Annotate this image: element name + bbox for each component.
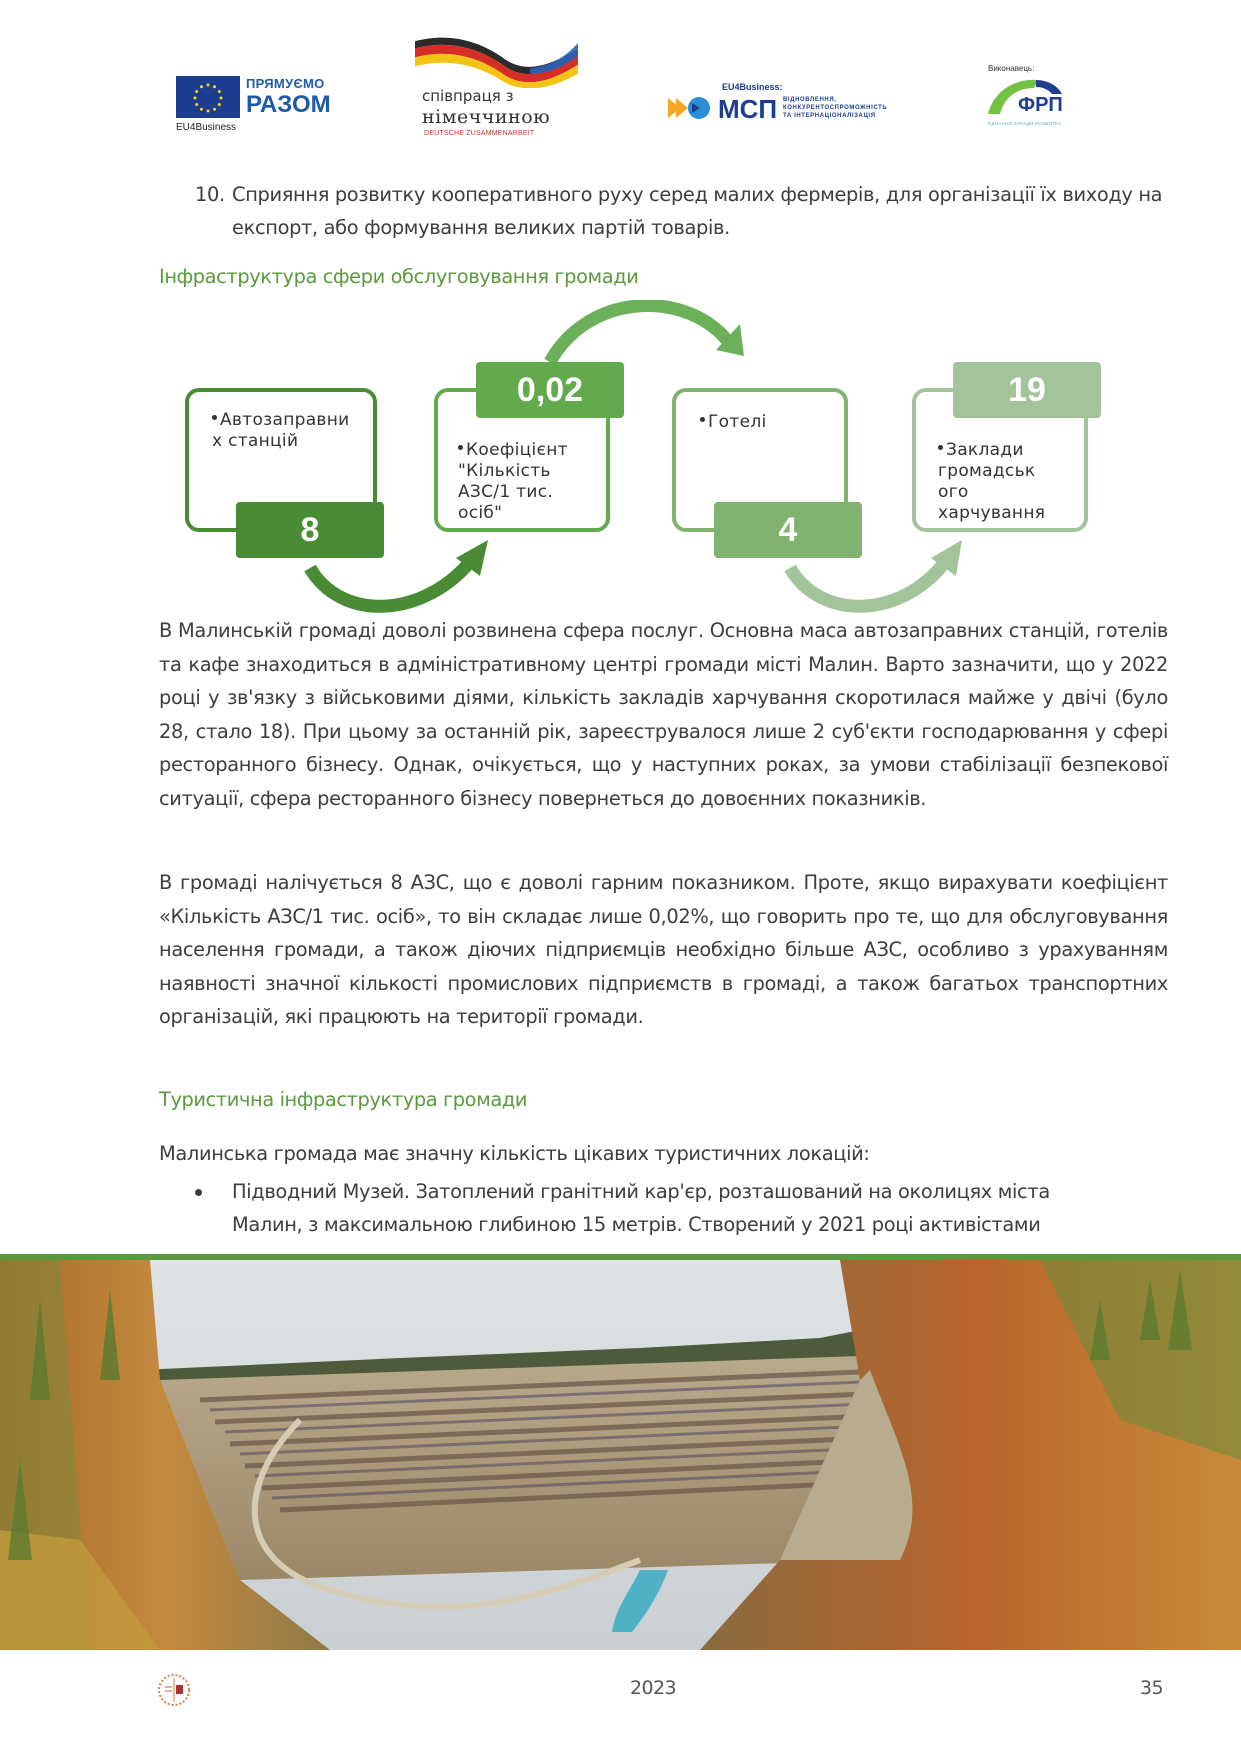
list-item [195,1175,1170,1241]
bullet-icon [212,415,217,420]
label-text: Коефіцієнт "Кількість АЗС/1 тис. осіб" [458,440,568,523]
german-logo-line2: німеччиною [422,106,551,128]
eu4business-logo [176,76,346,136]
list-item-text: Сприяння розвитку кооперативного руху серед малих фермерів, для організації їх виходу на експорт, або формування великих партій товарів. [232,183,1163,239]
msp-sub-line2: КОНКУРЕНТОСПРОМОЖНІСТЬ [783,105,888,111]
paragraph-gas-stations: В громаді налічується 8 АЗС, що є доволі гарним показником. Проте, якщо вирахувати коефіцієнт «Кількість АЗС/1 тис. осіб», то він складає лише 0,02%, що говорить про те, що для обслуговування населення громади, а також діючих підприємців необхідно більше АЗС, особливо з урахуванням наявності значної кількості промислових підприємств в громаді, а також багатьох транспортних організацій, які працюють на території громади. [159,871,1168,1029]
list-number: 10. [195,183,225,206]
german-logo-caption: DEUTSCHE ZUSAMMENARBEIT [424,130,535,137]
diagram-label-coefficient [458,440,588,524]
diagram-label-hotels [700,412,820,433]
bullet-icon [458,445,463,450]
community-emblem-icon [156,1672,192,1708]
quarry-photo [0,1260,1241,1650]
msp-sub-line1: ВІДНОВЛЕННЯ, [783,97,837,103]
label-text: Автозаправни х станцій [212,410,350,451]
msp-logo-title: МСП [718,94,778,124]
msp-sub-line3: ТА ІНТЕРНАЦІОНАЛІЗАЦІЯ [783,113,876,119]
page-number: 35 [1140,1677,1163,1699]
diagram-value-hotels: 4 [714,502,862,558]
paragraph-services: В Малинській громаді доволі розвинена сфера послуг. Основна маса автозаправних станцій, готелів та кафе знаходиться в адміністративному центрі громади місті Малин. Варто зазначити, що у 2022 році у зв'язку з військовими діями, кількість закладів харчування скоротилася майже у двічі (було 28, стало 18). При цьому за останній рік, зареєструвалося лише 2 суб'єкти господарювання у сфері ресторанного бізнесу. Однак, очікується, що у наступних роках, за умови стабілізації безпекової ситуації, сфера ресторанного бізнесу повернеться до довоєнних показників. [159,619,1168,810]
infrastructure-diagram [0,300,1241,620]
msp-arrows-icon [668,94,712,122]
section-heading-tourism: Туристична інфраструктура громади [159,1088,528,1111]
bullet-icon [700,417,705,422]
frp-logo-label: Виконавець: [988,64,1035,73]
label-text: Заклади громадськ ого харчування [938,440,1046,523]
msp-logo-top: EU4Business: [722,82,783,92]
frp-logo-caption: ЄДНАННЯ ЗАРАДИ РОЗВИТКУ [988,121,1062,126]
diagram-value-coefficient: 0,02 [476,362,624,418]
eu-logo-line1: ПРЯМУЄМО [246,76,325,91]
header-logos [0,0,1241,150]
frp-logo [986,64,1076,130]
bullet-icon [195,1189,202,1196]
flag-ribbon-icon [410,34,580,88]
frp-logo-name: ФРП [1018,94,1063,116]
msp-logo-subtitle [783,96,887,120]
arrow-2-icon [550,306,744,362]
label-text: Готелі [708,412,767,432]
bullet-icon [938,445,943,450]
bullet-line-1: Підводний Музей. Затоплений гранітний кар'єр, розташований на околицях міста [232,1180,1050,1203]
eu-logo-caption: EU4Business [176,122,237,133]
diagram-value-gas-stations: 8 [236,502,384,558]
footer-year: 2023 [630,1677,676,1699]
section-heading-service-infrastructure: Інфраструктура сфери обслуговування громади [159,265,639,288]
paragraph-tourism-intro: Малинська громада має значну кількість цікавих туристичних локацій: [159,1142,870,1165]
bullet-line-2: Малин, з максимальною глибиною 15 метрів. Створений у 2021 році активістами [232,1213,1041,1236]
eu-flag-icon [176,76,240,118]
german-cooperation-logo [410,34,580,138]
diagram-label-catering [938,440,1068,524]
eu-logo-line2: РАЗОМ [246,91,331,118]
diagram-label-gas-stations [212,410,362,452]
german-logo-line1: співпраця з [422,87,514,105]
msp-logo [668,82,908,126]
diagram-value-catering: 19 [953,362,1101,418]
list-item [195,178,1170,244]
